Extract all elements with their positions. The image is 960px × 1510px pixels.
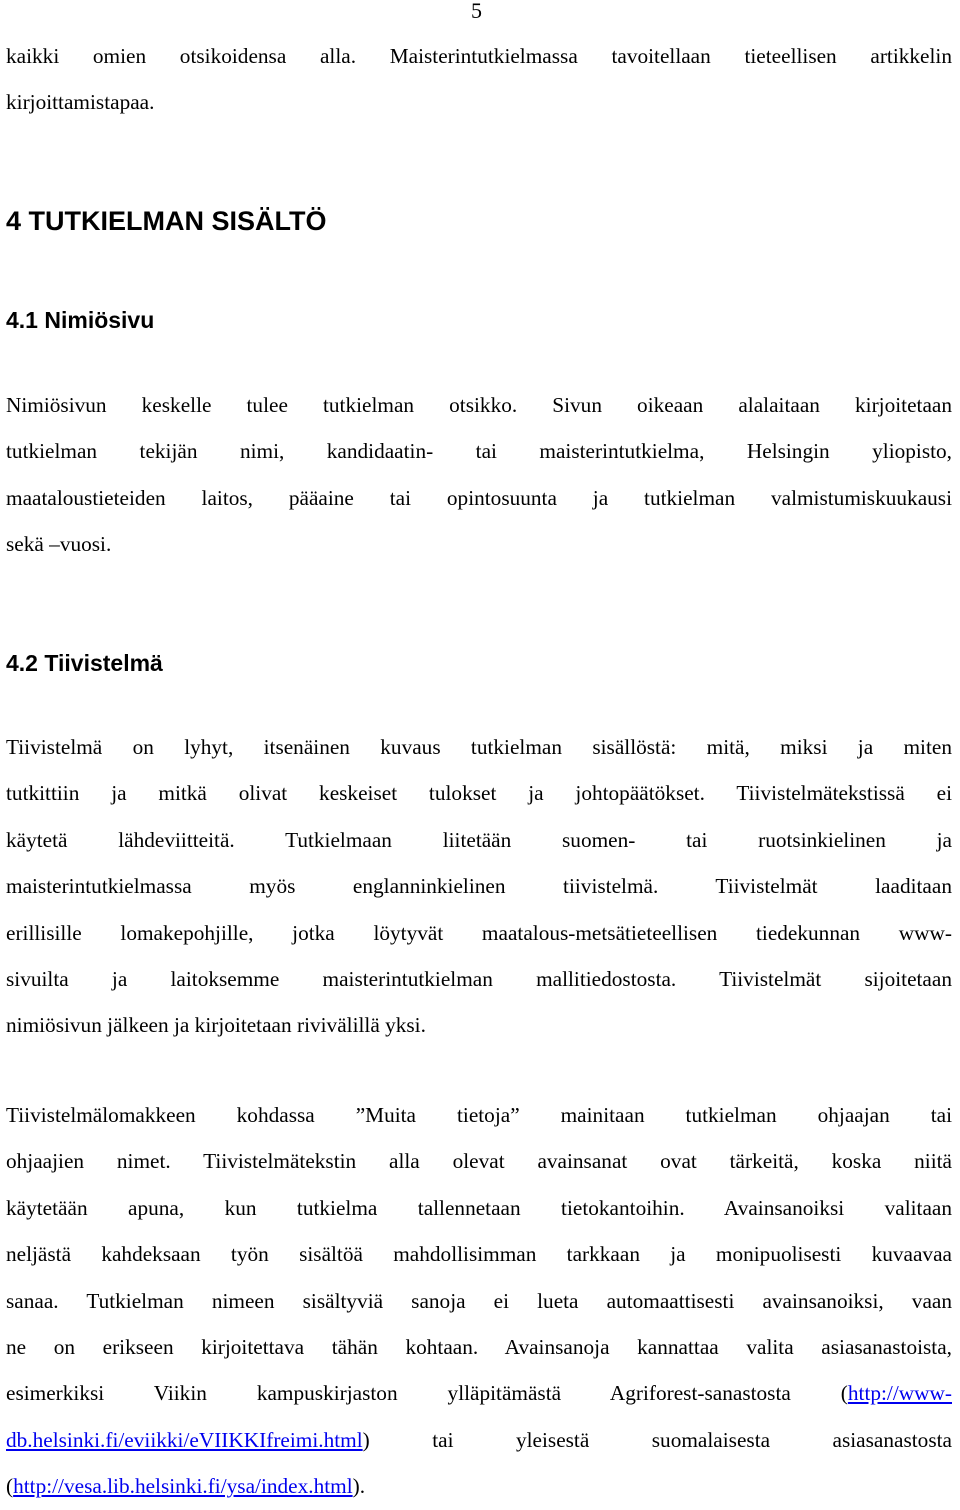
paragraph-line-agriforest [6, 1370, 952, 1416]
agriforest-link-part-1[interactable]: http://www- [847, 1381, 952, 1406]
paragraph-line: ohjaajien nimet. Tiivistelmätekstin alla olevat avainsanat ovat tärkeitä, koska niitä [6, 1149, 952, 1174]
agriforest-prefix-text: esimerkiksi Viikin kampuskirjaston ylläpitämästä Agriforest-sanastosta ( [6, 1381, 848, 1406]
paragraph-line-yso [6, 1463, 952, 1509]
paragraph-line: nimiösivun jälkeen ja kirjoitetaan rivivälillä yksi. [6, 1013, 426, 1038]
paragraph-line: sekä –vuosi. [6, 532, 112, 557]
section-heading-tiivistelma: 4.2 Tiivistelmä [6, 650, 163, 676]
intro-paragraph [6, 33, 952, 126]
paragraph-line: maisterintutkielmassa myös englanninkielinen tiivistelmä. Tiivistelmät laaditaan [6, 874, 952, 899]
paragraph-line: käytetään apuna, kun tutkielma tallennetaan tietokantoihin. Avainsanoiksi valitaan [6, 1195, 952, 1220]
nimiosivu-paragraph [6, 382, 952, 568]
paragraph-line: Tiivistelmä on lyhyt, itsenäinen kuvaus tutkielman sisällöstä: mitä, miksi ja miten [6, 735, 952, 759]
paragraph-line: Tiivistelmälomakkeen kohdassa ”Muita tietoja” mainitaan tutkielman ohjaajan tai [6, 1103, 952, 1127]
paragraph-line: maataloustieteiden laitos, pääaine tai opintosuunta ja tutkielman valmistumiskuukausi [6, 485, 952, 510]
tiivistelma-paragraph-1 [6, 724, 952, 1049]
paragraph-line: erillisille lomakepohjille, jotka löytyvät maatalous-metsätieteellisen tiedekunnan www- [6, 920, 952, 945]
intro-line: kirjoittamistapaa. [6, 90, 155, 115]
yso-close-paren: ). [352, 1474, 366, 1499]
chapter-heading: 4 TUTKIELMAN SISÄLTÖ [6, 206, 327, 236]
paragraph-line-links [6, 1417, 952, 1463]
paragraph-line: sanaa. Tutkielman nimeen sisältyviä sanoja ei lueta automaattisesti avainsanoiksi, vaan [6, 1288, 952, 1313]
yso-middle-text: ) tai yleisestä suomalaisesta asiasanastosta [362, 1427, 952, 1452]
tiivistelma-paragraph-2 [6, 1092, 952, 1510]
agriforest-link-part-2[interactable]: db.helsinki.fi/eviikki/eVIIKKIfreimi.html [6, 1427, 363, 1452]
paragraph-line: ne on erikseen kirjoitettava tähän kohtaan. Avainsanoja kannattaa valita asiasanastoista, [6, 1335, 952, 1360]
yso-link[interactable]: http://vesa.lib.helsinki.fi/ysa/index.html [13, 1474, 353, 1499]
section-heading-nimiosivu: 4.1 Nimiösivu [6, 307, 155, 333]
paragraph-line: sivuilta ja laitoksemme maisterintutkielman mallitiedostosta. Tiivistelmät sijoitetaan [6, 967, 952, 992]
paragraph-line: Nimiösivun keskelle tulee tutkielman otsikko. Sivun oikeaan alalaitaan kirjoitetaan [6, 393, 952, 417]
intro-line: kaikki omien otsikoidensa alla. Maisterintutkielmassa tavoitellaan tieteellisen artikkelin [6, 44, 952, 68]
paragraph-line: neljästä kahdeksaan työn sisältöä mahdollisimman tarkkaan ja monipuolisesti kuvaavaa [6, 1242, 952, 1267]
yso-open-paren: ( [6, 1474, 14, 1499]
paragraph-line: tutkittiin ja mitkä olivat keskeiset tulokset ja johtopäätökset. Tiivistelmätekstissä ei [6, 781, 952, 806]
paragraph-line: tutkielman tekijän nimi, kandidaatin- tai maisterintutkielma, Helsingin yliopisto, [6, 439, 952, 464]
paragraph-line: käytetä lähdeviitteitä. Tutkielmaan liitetään suomen- tai ruotsinkielinen ja [6, 827, 952, 852]
page-number: 5 [471, 0, 482, 23]
